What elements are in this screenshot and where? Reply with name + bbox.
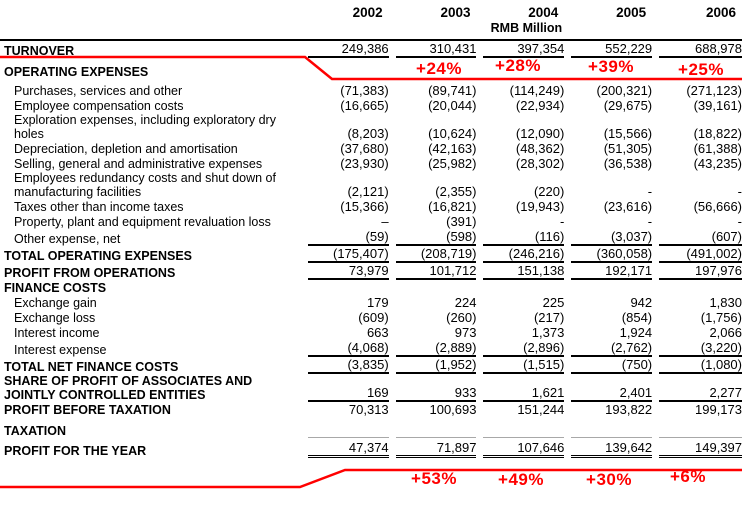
- row-value: (37,680): [340, 141, 389, 156]
- row-label: TAXATION: [4, 424, 67, 438]
- row-value-cell: [389, 199, 477, 214]
- table-header: [0, 0, 742, 40]
- row-value: (43,235): [693, 156, 742, 171]
- turnover-growth-2005: +39%: [588, 57, 634, 76]
- row-value: [483, 422, 564, 438]
- row-label: Exploration expenses, including exploratory dry holes: [14, 113, 276, 141]
- row-value-cell: [564, 295, 652, 310]
- row-value-cell: [301, 374, 389, 402]
- table-row: [0, 113, 742, 141]
- row-value-cell: [301, 83, 389, 98]
- row-value-cell: [652, 417, 742, 438]
- row-value-cell: [564, 357, 652, 374]
- row-value-cell: [652, 295, 742, 310]
- row-value: (71,383): [340, 83, 389, 98]
- table-row: [0, 229, 742, 246]
- row-value-cell: [476, 113, 564, 141]
- row-value: 688,978: [659, 41, 742, 58]
- table-row: [0, 295, 742, 310]
- table-row: [0, 438, 742, 458]
- row-value-cell: [301, 263, 389, 280]
- row-value-cell: [301, 310, 389, 325]
- row-value: [308, 422, 389, 438]
- row-value-cell: [476, 171, 564, 199]
- row-value: (609): [358, 310, 389, 325]
- row-value: [396, 280, 477, 295]
- row-value: (15,366): [340, 199, 389, 214]
- row-value: 2,066: [709, 325, 742, 340]
- row-value: 1,830: [709, 295, 742, 310]
- row-value: (116): [483, 229, 564, 246]
- row-value: 73,979: [308, 263, 389, 280]
- row-value: (56,666): [693, 199, 742, 214]
- row-value-cell: [301, 40, 389, 58]
- unit-spacer: [301, 22, 389, 40]
- row-value-cell: [652, 438, 742, 458]
- row-value-cell: [301, 171, 389, 199]
- row-value: 100,693: [429, 402, 477, 417]
- row-value-cell: [652, 246, 742, 263]
- row-value: –: [381, 214, 389, 229]
- row-value: 2,277: [659, 385, 742, 402]
- row-value: (208,719): [396, 246, 477, 263]
- row-value: 973: [454, 325, 477, 340]
- row-value: 249,386: [308, 41, 389, 58]
- row-value: (2,896): [483, 340, 564, 357]
- row-value-cell: [301, 156, 389, 171]
- row-value-cell: [476, 214, 564, 229]
- row-label: PROFIT BEFORE TAXATION: [4, 403, 171, 417]
- row-value-cell: [301, 357, 389, 374]
- row-value-cell: [301, 417, 389, 438]
- row-value-cell: [564, 199, 652, 214]
- row-value: (10,624): [428, 126, 477, 141]
- row-value: (175,407): [308, 246, 389, 263]
- row-value: 1,621: [483, 385, 564, 402]
- row-value-cell: [564, 438, 652, 458]
- row-value-cell: [389, 141, 477, 156]
- row-value: 179: [366, 295, 389, 310]
- row-value: 101,712: [396, 263, 477, 280]
- table-row: [0, 83, 742, 98]
- row-value: (2,889): [396, 340, 477, 357]
- row-label: Selling, general and administrative expenses: [14, 157, 263, 171]
- profit-growth-2005: +30%: [586, 470, 632, 489]
- row-label: Employees redundancy costs and shut down of manufacturing facilities: [14, 171, 276, 199]
- row-value-cell: [652, 340, 742, 357]
- row-value: 193,822: [605, 402, 653, 417]
- row-value: (391): [446, 214, 477, 229]
- row-value-cell: [389, 325, 477, 340]
- row-value: [483, 280, 564, 295]
- row-value: (246,216): [483, 246, 564, 263]
- row-value: (607): [659, 229, 742, 246]
- table-row: [0, 246, 742, 263]
- row-value-cell: [301, 402, 389, 417]
- row-value: 149,397: [659, 440, 742, 458]
- row-value: (48,362): [515, 141, 565, 156]
- row-value-cell: [476, 325, 564, 340]
- row-value: 552,229: [571, 41, 652, 58]
- row-value-cell: [389, 402, 477, 417]
- row-value: 933: [396, 385, 477, 402]
- unit-spacer: [389, 22, 477, 40]
- row-value: (220): [533, 184, 565, 199]
- row-value-cell: [389, 113, 477, 141]
- table-row: [0, 98, 742, 113]
- row-value: (18,822): [693, 126, 742, 141]
- row-value-cell: [476, 246, 564, 263]
- row-value: -: [647, 184, 653, 199]
- row-value-cell: [389, 40, 477, 58]
- row-value-cell: [389, 229, 477, 246]
- row-value: (8,203): [347, 126, 389, 141]
- row-value: 224: [454, 295, 477, 310]
- row-value-cell: [476, 357, 564, 374]
- table-row: [0, 40, 742, 58]
- table-row: [0, 280, 742, 295]
- row-label: SHARE OF PROFIT OF ASSOCIATES AND JOINTLY CONTROLLED ENTITIES: [4, 374, 253, 402]
- profit-growth-2003: +53%: [411, 469, 457, 488]
- row-value-cell: [564, 280, 652, 295]
- row-value-cell: [564, 83, 652, 98]
- row-label: Property, plant and equipment revaluation loss: [14, 215, 271, 229]
- table-row: [0, 357, 742, 374]
- row-value-cell: [301, 98, 389, 113]
- row-value-cell: [652, 40, 742, 58]
- row-value: 1,373: [531, 325, 565, 340]
- row-value-cell: [564, 156, 652, 171]
- row-value: (20,044): [428, 98, 477, 113]
- row-value-cell: [389, 214, 477, 229]
- year-header-2003: 2003: [440, 5, 471, 20]
- row-value-cell: [564, 340, 652, 357]
- profit-growth-2004: +49%: [498, 470, 544, 489]
- row-value: 192,171: [571, 263, 652, 280]
- row-value: 139,642: [571, 440, 652, 458]
- row-value-cell: [564, 214, 652, 229]
- row-label: OPERATING EXPENSES: [4, 65, 149, 79]
- row-value: (1,515): [483, 357, 564, 374]
- row-value: (1,756): [700, 310, 742, 325]
- table-row: [0, 374, 742, 402]
- row-value: 199,173: [695, 402, 742, 417]
- row-value-cell: [476, 374, 564, 402]
- row-value: (1,080): [659, 357, 742, 374]
- row-value: 225: [542, 295, 565, 310]
- row-value: (2,762): [571, 340, 652, 357]
- row-value: 663: [366, 325, 389, 340]
- turnover-growth-2004: +28%: [495, 56, 541, 75]
- turnover-growth-2006: +25%: [678, 60, 724, 79]
- unit-spacer: [0, 22, 301, 40]
- row-value-cell: [652, 214, 742, 229]
- row-value: (271,123): [686, 83, 742, 98]
- row-value: (217): [533, 310, 565, 325]
- unit-label: RMB Million: [482, 22, 570, 40]
- row-value: (36,538): [603, 156, 653, 171]
- row-value-cell: [389, 374, 477, 402]
- year-header-2004: 2004: [528, 5, 559, 20]
- row-value: (598): [396, 229, 477, 246]
- row-value: 151,138: [483, 263, 564, 280]
- row-value-cell: [389, 280, 477, 295]
- row-value: (28,302): [515, 156, 565, 171]
- row-label: TURNOVER: [4, 44, 75, 58]
- row-value: 397,354: [483, 41, 564, 58]
- row-label: Exchange gain: [14, 296, 97, 310]
- row-value: (114,249): [509, 83, 565, 98]
- row-label: Other expense, net: [14, 232, 121, 246]
- row-value: -: [737, 184, 742, 199]
- row-value: (3,220): [659, 340, 742, 357]
- row-value: (200,321): [596, 83, 653, 98]
- years-header-row: [0, 0, 742, 22]
- row-value: 47,374: [308, 440, 389, 458]
- row-value: (29,675): [603, 98, 653, 113]
- row-label: PROFIT FROM OPERATIONS: [4, 266, 176, 280]
- row-value: [659, 422, 742, 438]
- row-value-cell: [652, 98, 742, 113]
- row-value: (3,835): [308, 357, 389, 374]
- row-value: -: [647, 214, 653, 229]
- row-value: (491,002): [659, 246, 742, 263]
- row-value: (59): [308, 229, 389, 246]
- row-label: Employee compensation costs: [14, 99, 184, 113]
- row-value-cell: [476, 438, 564, 458]
- year-header-2002: 2002: [352, 5, 383, 20]
- row-value: (25,982): [428, 156, 477, 171]
- row-value-cell: [564, 113, 652, 141]
- row-value: (854): [621, 310, 653, 325]
- row-value-cell: [476, 340, 564, 357]
- row-value-cell: [564, 141, 652, 156]
- row-value-cell: [389, 98, 477, 113]
- table-row: [0, 141, 742, 156]
- row-value-cell: [564, 325, 652, 340]
- row-value-cell: [564, 246, 652, 263]
- row-value-cell: [564, 229, 652, 246]
- unit-spacer: [564, 22, 652, 40]
- row-value-cell: [389, 263, 477, 280]
- unit-spacer: [652, 22, 742, 40]
- row-value-cell: [476, 199, 564, 214]
- row-value: 70,313: [348, 402, 389, 417]
- row-value-cell: [652, 199, 742, 214]
- row-value-cell: [301, 141, 389, 156]
- row-value-cell: [476, 402, 564, 417]
- row-value-cell: [564, 374, 652, 402]
- row-value: (23,930): [340, 156, 389, 171]
- row-value-cell: [389, 357, 477, 374]
- row-value-cell: [564, 263, 652, 280]
- table-row: [0, 171, 742, 199]
- row-label: Taxes other than income taxes: [14, 200, 184, 214]
- row-value-cell: [301, 214, 389, 229]
- row-value: (12,090): [515, 126, 565, 141]
- row-value: (61,388): [693, 141, 742, 156]
- row-value: 169: [308, 385, 389, 402]
- row-value-cell: [564, 40, 652, 58]
- table-row: [0, 402, 742, 417]
- row-value: 71,897: [396, 440, 477, 458]
- row-value-cell: [476, 280, 564, 295]
- row-label: PROFIT FOR THE YEAR: [4, 444, 147, 458]
- row-value-cell: [652, 113, 742, 141]
- row-value-cell: [564, 310, 652, 325]
- row-value: (260): [446, 310, 477, 325]
- row-value: -: [737, 214, 742, 229]
- row-value-cell: [476, 156, 564, 171]
- row-value-cell: [301, 295, 389, 310]
- row-value-cell: [564, 402, 652, 417]
- row-value-cell: [389, 340, 477, 357]
- table-row: [0, 417, 742, 438]
- row-value-cell: [301, 325, 389, 340]
- row-value-cell: [476, 310, 564, 325]
- unit-row: [0, 22, 742, 40]
- row-value: 107,646: [483, 440, 564, 458]
- row-value-cell: [652, 280, 742, 295]
- row-value-cell: [389, 246, 477, 263]
- table-body: [0, 40, 742, 458]
- row-value: (89,741): [428, 83, 477, 98]
- row-value: [571, 280, 652, 295]
- row-value-cell: [652, 402, 742, 417]
- row-value: 1,924: [619, 325, 653, 340]
- row-value: (23,616): [603, 199, 653, 214]
- row-value-cell: [301, 246, 389, 263]
- row-value-cell: [476, 263, 564, 280]
- table-row: [0, 340, 742, 357]
- row-value-cell: [652, 325, 742, 340]
- row-value: 197,976: [659, 263, 742, 280]
- row-value: (4,068): [308, 340, 389, 357]
- row-value: (16,665): [340, 98, 389, 113]
- row-value: [308, 280, 389, 295]
- row-value-cell: [301, 280, 389, 295]
- row-value-cell: [564, 98, 652, 113]
- row-value-cell: [652, 83, 742, 98]
- year-header-2005: 2005: [616, 5, 647, 20]
- row-value: 2,401: [571, 385, 652, 402]
- row-label: Exchange loss: [14, 311, 96, 325]
- row-value-cell: [564, 417, 652, 438]
- row-value-cell: [476, 417, 564, 438]
- row-value-cell: [389, 83, 477, 98]
- row-label: TOTAL OPERATING EXPENSES: [4, 249, 192, 263]
- row-value: (2,355): [435, 184, 477, 199]
- row-value-cell: [389, 171, 477, 199]
- header-spacer: [0, 0, 301, 22]
- row-value-cell: [389, 295, 477, 310]
- row-value-cell: [476, 141, 564, 156]
- row-value-cell: [652, 357, 742, 374]
- row-value: (39,161): [693, 98, 742, 113]
- row-value: (42,163): [428, 141, 477, 156]
- row-label: Purchases, services and other: [14, 84, 183, 98]
- row-value: (1,952): [396, 357, 477, 374]
- row-value-cell: [301, 340, 389, 357]
- row-value-cell: [389, 156, 477, 171]
- row-value: [396, 422, 477, 438]
- row-label: Interest income: [14, 326, 100, 340]
- table-row: [0, 310, 742, 325]
- row-value-cell: [564, 171, 652, 199]
- row-value: (16,821): [428, 199, 477, 214]
- row-value: 310,431: [396, 41, 477, 58]
- row-label: Interest expense: [14, 343, 107, 357]
- row-value: -: [559, 214, 565, 229]
- table-row: [0, 263, 742, 280]
- row-value: (22,934): [515, 98, 565, 113]
- row-value-cell: [652, 171, 742, 199]
- row-value-cell: [476, 295, 564, 310]
- table-row: [0, 156, 742, 171]
- row-value: (51,305): [603, 141, 653, 156]
- row-value-cell: [652, 156, 742, 171]
- row-value-cell: [301, 199, 389, 214]
- row-label: FINANCE COSTS: [4, 281, 107, 295]
- row-value: (360,058): [571, 246, 652, 263]
- table-row: [0, 325, 742, 340]
- row-value-cell: [476, 83, 564, 98]
- table-row: [0, 214, 742, 229]
- row-value: 942: [630, 295, 653, 310]
- row-value: (19,943): [515, 199, 565, 214]
- row-value-cell: [301, 113, 389, 141]
- row-value-cell: [652, 374, 742, 402]
- row-value: (15,566): [603, 126, 653, 141]
- row-value-cell: [652, 310, 742, 325]
- row-value-cell: [389, 310, 477, 325]
- row-value-cell: [301, 229, 389, 246]
- row-value-cell: [476, 229, 564, 246]
- profit-growth-2006: +6%: [670, 467, 706, 486]
- row-value: [571, 422, 652, 438]
- row-value-cell: [652, 141, 742, 156]
- row-value-cell: [476, 98, 564, 113]
- row-value: 151,244: [517, 402, 565, 417]
- table-row: [0, 199, 742, 214]
- row-label: TOTAL NET FINANCE COSTS: [4, 360, 179, 374]
- row-value-cell: [389, 417, 477, 438]
- row-value: [659, 280, 742, 295]
- row-label: Depreciation, depletion and amortisation: [14, 142, 238, 156]
- year-header-2006: 2006: [705, 5, 736, 20]
- row-value-cell: [652, 263, 742, 280]
- row-value-cell: [301, 438, 389, 458]
- row-value: (2,121): [347, 184, 389, 199]
- turnover-growth-2003: +24%: [416, 59, 462, 78]
- row-value: (3,037): [571, 229, 652, 246]
- row-value-cell: [389, 438, 477, 458]
- row-value: (750): [571, 357, 652, 374]
- row-value-cell: [652, 229, 742, 246]
